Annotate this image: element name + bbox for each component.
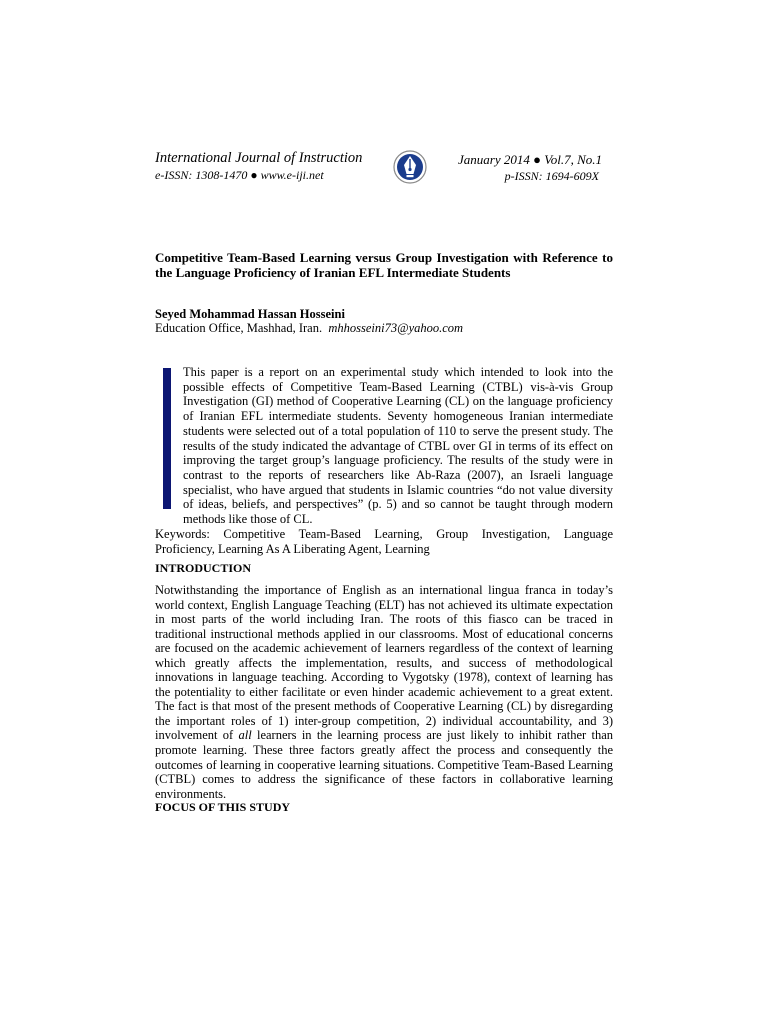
introduction-paragraph (155, 583, 613, 801)
introduction-text-part2: learners in the learning process are just likely to inhibit rather than promote learning. These three factors greatly affect the process and consequently the outcomes of learning in cooperative learning situations. Competitive Team-Based Learning (CTBL) comes to address the significance of these factors in collaborative learning environments. (155, 728, 613, 801)
author-email: mhhosseini73@yahoo.com (328, 321, 464, 335)
introduction-emphasis: all (238, 728, 252, 743)
issue-line: January 2014 ● Vol.7, No.1 (458, 152, 602, 167)
author-affiliation (155, 321, 463, 336)
section-heading-introduction: INTRODUCTION (155, 561, 252, 575)
journal-title: International Journal of Instruction (155, 150, 363, 166)
journal-header-left (155, 150, 362, 183)
abstract-text: This paper is a report on an experimental study which intended to look into the possible effects of Competitive Team-Based Learning (CTBL) vis-à-vis Group Investigation (GI) method of Cooperative Learning (CL) on the language proficiency of Iranian EFL intermediate students. Seventy homogeneous Iranian intermediate students were selected out of a total population of 110 to serve the present study. The results of the study indicated the advantage of CTBL over GI in terms of its effect on improving the target group’s language proficiency. The results of the study were in contrast to the reports of researchers like Ab-Raza (2007), an Israeli language specialist, who have argued that students in Islamic countries “do not value diversity of ideas, beliefs, and perspectives” (p. 5) and so cannot be taught through modern methods like those of CL. (183, 365, 613, 527)
abstract-accent-bar (163, 368, 171, 509)
pissn-line: p-ISSN: 1694-609X (504, 169, 599, 183)
introduction-text-part1: Notwithstanding the importance of English as an international lingua franca in today’s world context, English Language Teaching (ELT) has not achieved its ultimate expectation in most parts of the world including Iran. The roots of this fiasco can be traced in traditional instructional methods applied in our classrooms. Most of educational concerns are focused on the academic achievement of learners regardless of the context of learning which greatly affects the implementation, results, and success of methodological innovations in language teaching. According to Vygotsky (1978), context of learning has the potentiality to either facilitate or even hinder academic achievement to a great extent. The fact is that most of the present methods of Cooperative Learning (CL) by disregarding the important roles of 1) inter-group competition, 2) individual accountability, and 3) involvement of (155, 583, 613, 743)
journal-header-right (458, 151, 602, 184)
affiliation-text: Education Office, Mashhad, Iran. (155, 321, 323, 335)
journal-logo-icon (393, 150, 427, 184)
keywords: Keywords: Competitive Team-Based Learning, Group Investigation, Language Proficiency, Learning As A Liberating Agent, Learning (155, 527, 613, 556)
article-title: Competitive Team-Based Learning versus Group Investigation with Reference to the Language Proficiency of Iranian EFL Intermediate Students (155, 250, 613, 280)
author-name: Seyed Mohammad Hassan Hosseini (155, 307, 345, 321)
section-heading-focus: FOCUS OF THIS STUDY (155, 800, 291, 814)
eissn-line: e-ISSN: 1308-1470 ● www.e-iji.net (155, 168, 324, 182)
